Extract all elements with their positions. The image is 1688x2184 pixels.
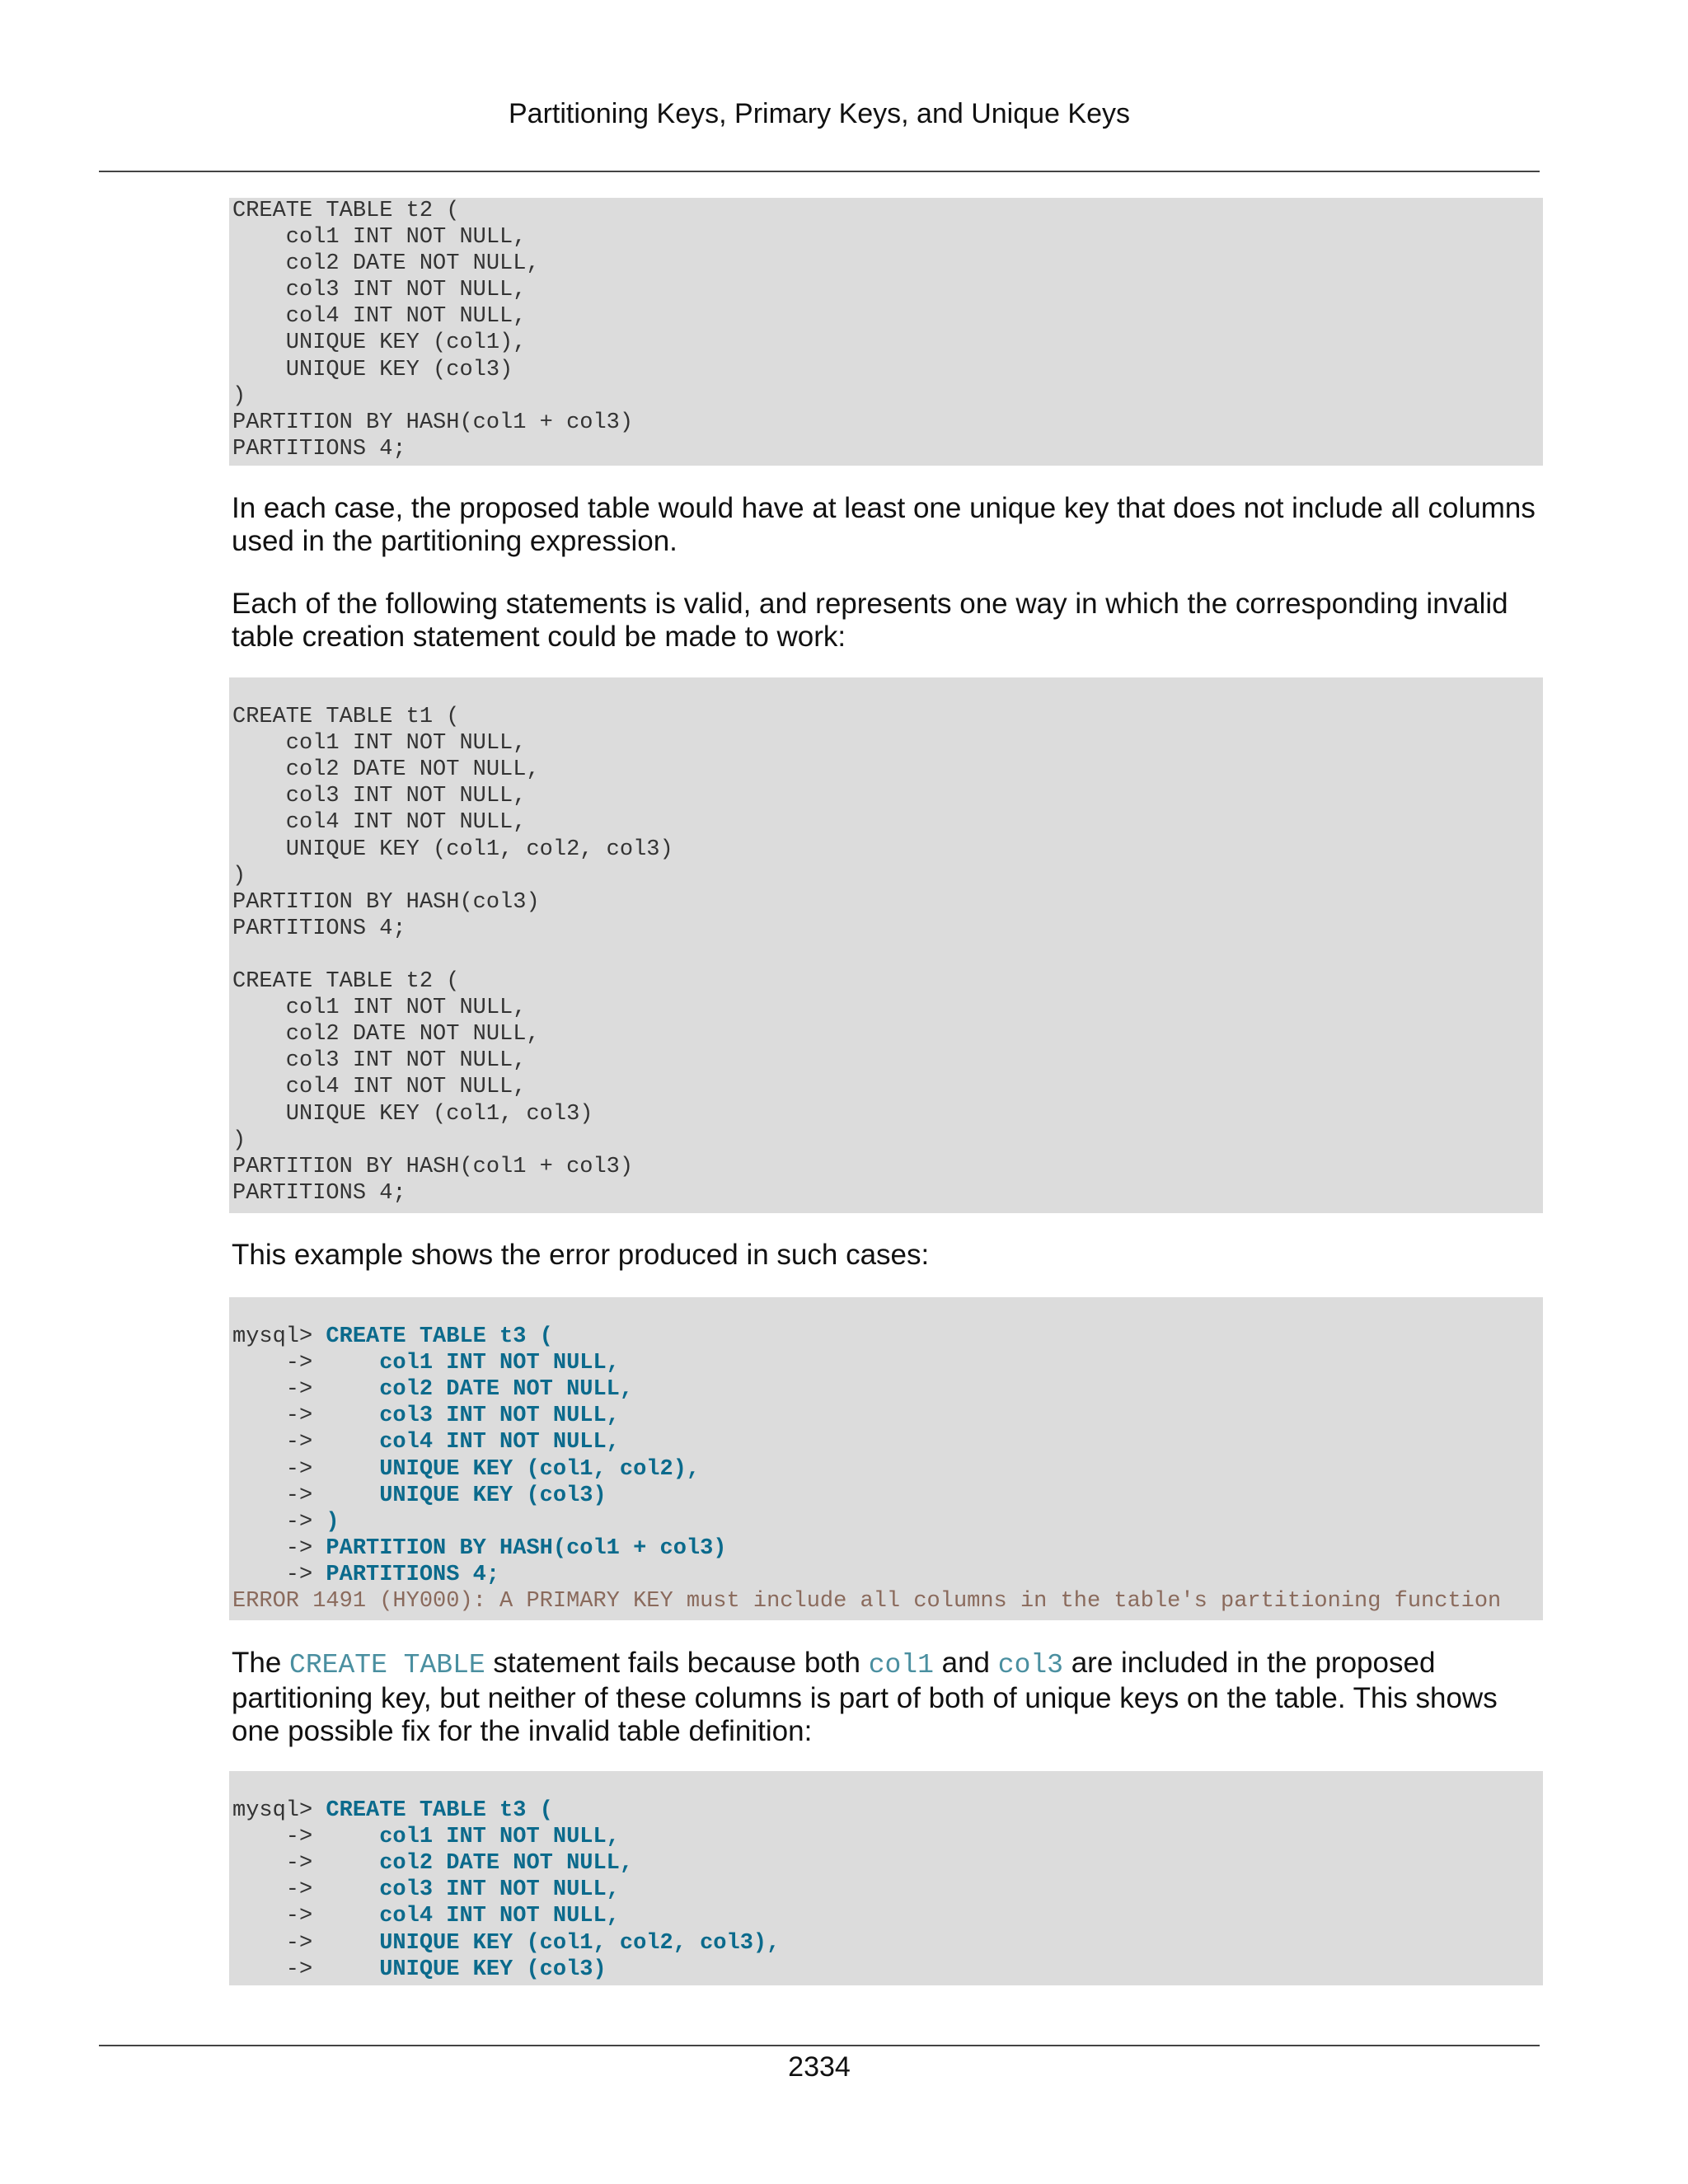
code-input: UNIQUE KEY (col1, col2), [379,1456,701,1482]
code-input: ) [326,1509,340,1535]
paragraph-valid-statements-intro: Each of the following statements is valid, and represents one way in which the corresponding invalid table creation statement could be made to work: [232,588,1508,653]
code-line: ) [232,1127,246,1153]
code-line [232,677,1543,704]
code-line: UNIQUE KEY (col3) [232,357,513,382]
code-line: PARTITIONS 4; [232,1180,406,1206]
code-block-fix-example [229,1771,1543,1985]
code-line [232,1850,1543,1877]
code-line [232,1297,1543,1324]
code-prompt: -> [232,1825,380,1850]
code-line [232,1350,1543,1376]
code-line: CREATE TABLE t2 ( [232,199,460,223]
code-line: CREATE TABLE t2 ( [232,969,460,995]
code-input: UNIQUE KEY (col3) [379,1483,607,1508]
code-line: col2 DATE NOT NULL, [232,251,540,277]
code-block-valid-tables [229,677,1543,1213]
code-line: col4 INT NOT NULL, [232,304,527,330]
code-line: col3 INT NOT NULL, [232,1048,527,1074]
code-input: PARTITION BY HASH(col1 + col3) [326,1535,727,1561]
code-line: col4 INT NOT NULL, [232,1075,527,1100]
code-line: ) [232,863,246,888]
page-header-title: Partitioning Keys, Primary Keys, and Unique Keys [508,98,1130,129]
code-line [232,1930,1543,1957]
code-line [232,1535,1543,1562]
code-block-invalid-t2 [229,198,1543,466]
text-span: statement fails because both [485,1647,869,1679]
code-prompt: mysql> [232,1324,326,1350]
code-input: CREATE TABLE t3 ( [326,1324,553,1350]
code-line: col2 DATE NOT NULL, [232,757,540,783]
code-prompt: -> [232,1904,380,1929]
code-line [232,1877,1543,1903]
code-line [232,1324,1543,1350]
code-line: UNIQUE KEY (col1, col2, col3) [232,837,673,862]
code-line [232,1456,1543,1483]
code-input: UNIQUE KEY (col3) [379,1957,607,1982]
code-line: col1 INT NOT NULL, [232,225,527,251]
code-prompt: -> [232,1930,380,1956]
code-input: col3 INT NOT NULL, [379,1877,620,1903]
code-line: UNIQUE KEY (col1), [232,330,527,356]
code-line [232,1771,1543,1797]
code-line [232,1797,1543,1824]
paragraph-error-example-intro: This example shows the error produced in such cases: [232,1239,930,1271]
code-input: PARTITIONS 4; [326,1562,500,1587]
inline-code-create-table: CREATE TABLE [289,1650,485,1680]
code-input: col2 DATE NOT NULL, [379,1377,634,1403]
code-input: col2 DATE NOT NULL, [379,1851,634,1877]
code-prompt: -> [232,1404,380,1429]
code-prompt: -> [232,1535,326,1561]
inline-code-col1: col1 [868,1650,934,1680]
code-prompt: -> [232,1877,380,1903]
code-line [232,1903,1543,1929]
code-line [232,1509,1543,1535]
code-line: CREATE TABLE t1 ( [232,705,460,730]
code-line: ) [232,383,246,409]
code-input: col1 INT NOT NULL, [379,1825,620,1850]
code-line: col3 INT NOT NULL, [232,784,527,809]
code-line: PARTITION BY HASH(col1 + col3) [232,1154,634,1179]
code-line [232,1429,1543,1455]
code-prompt: -> [232,1456,380,1482]
code-input: col4 INT NOT NULL, [379,1430,620,1455]
code-line [232,1562,1543,1588]
code-prompt: -> [232,1562,326,1587]
code-input: col1 INT NOT NULL, [379,1351,620,1376]
paragraph-create-table-fails [232,1647,1542,1748]
code-line [232,1957,1543,1983]
text-span: The [232,1647,290,1679]
paragraph-unique-key-explanation: In each case, the proposed table would have at least one unique key that does not include all columns used in the partitioning expression. [232,492,1536,557]
code-input: CREATE TABLE t3 ( [326,1798,553,1824]
inline-code-col3: col3 [997,1650,1063,1680]
code-prompt: -> [232,1509,326,1535]
code-line: PARTITIONS 4; [232,916,406,941]
code-line: col3 INT NOT NULL, [232,278,527,303]
code-prompt: -> [232,1430,380,1455]
code-prompt: -> [232,1957,380,1982]
code-block-error-example [229,1297,1543,1620]
code-line: PARTITIONS 4; [232,436,406,462]
code-line: PARTITION BY HASH(col1 + col3) [232,410,634,435]
error-message: ERROR 1491 (HY000): A PRIMARY KEY must include all columns in the table's partitioning function [232,1589,1502,1615]
code-line: col4 INT NOT NULL, [232,810,527,836]
code-prompt: -> [232,1351,380,1376]
code-prompt: mysql> [232,1798,326,1824]
code-line: col1 INT NOT NULL, [232,996,527,1021]
code-input: UNIQUE KEY (col1, col2, col3), [379,1930,781,1956]
code-line: col2 DATE NOT NULL, [232,1022,540,1047]
code-line: UNIQUE KEY (col1, col3) [232,1101,593,1127]
text-span: and [933,1647,998,1679]
code-prompt: -> [232,1851,380,1877]
code-line [232,942,1543,968]
code-prompt: -> [232,1483,380,1508]
code-prompt: -> [232,1377,380,1403]
code-line: col1 INT NOT NULL, [232,731,527,757]
footer-divider [99,2045,1540,2046]
page-number: 2334 [788,2051,851,2083]
code-input: col3 INT NOT NULL, [379,1404,620,1429]
code-line: PARTITION BY HASH(col3) [232,889,540,915]
code-line [232,1376,1543,1403]
code-input: col4 INT NOT NULL, [379,1904,620,1929]
text-span: are included in the proposed partitioning key, but neither of these columns is part of both of unique keys on the table. This shows one possible fix for the invalid table definition: [232,1647,1498,1747]
code-line [232,1483,1543,1509]
code-line [232,1824,1543,1850]
header-divider [99,171,1540,172]
code-line [232,1403,1543,1429]
